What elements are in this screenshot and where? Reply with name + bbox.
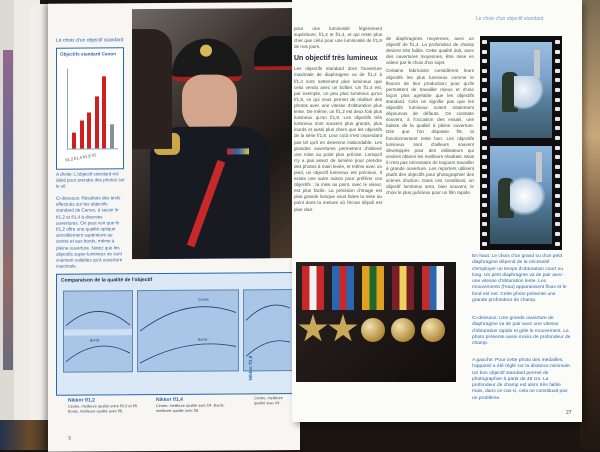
lens-2-note: Centre, meilleure qualité avec f/4. Bords, meilleure qualité avec f/8. — [156, 403, 225, 414]
caption-middle: Ci-dessous: Une grande ouverture de diaphragme va de pair avec une vitesse d'obturation rapide et gèle le mouvement. La photo présente aussi moins de profondeur de champ. — [472, 316, 571, 347]
film-sprocket-hole — [482, 59, 487, 63]
chart-x-label: f/1,2 f/1,4 f/1,8 f/2 — [64, 152, 97, 163]
third-figure-cap — [254, 36, 292, 70]
lens-1-name: Nikkor f/1,2 — [68, 397, 95, 404]
film-sprocket-hole — [482, 194, 487, 198]
lens-3-name: Nikkor f/1,8 — [248, 355, 253, 381]
film-sprocket-hole — [555, 232, 560, 236]
film-sprocket-hole — [555, 194, 560, 198]
medals-photo — [296, 262, 456, 382]
lens-2-name: Nikkor f/1,4 — [156, 396, 183, 404]
film-sprocket-hole — [555, 136, 560, 140]
column-a-body: Les objectifs standard dont l'ouverture maximale de diaphragme va de f/1,2 à f/1,4 sont nettement plus lumineux que celui vendu avec un boîtier. Un f/1,4 est, par exemple, un peu plus lumineux qu'un f/1,8, ce qui vous permet de réaliser des photos avec une vitesse d'obturation plus lente. De même, un f/1,2 est deux fois plus lumineux qu'un f/1,8. Les objectifs très lumineux sont souvent plus grands, plus lourds et aussi plus chers que les objectifs de la série f/1,8. Leur coût n'est cependant pas tel qu'il en devienne inabordable. Les grandes ouvertures permettent d'obtenir une mise au point plus précise. Lorsqu'il n'y a pas assez de lumière pour prendre des photos à main levée, et même avec un pied, un objectif lumineux est précieux. Il existe une autre raison pour préférer ces objectifs : la mise au point, avec le viseur, est plus facile. La précision d'image est plus grande lorsque vous faites la mise au point dans la mesure où l'écran dépoli est plus clair. — [294, 66, 382, 212]
fountain-tower-top — [534, 50, 540, 78]
caption-bottom: A gauche: Pour cette photo des médailles, l'appareil a été réglé sur la distance minimale. Un bon objectif standard permet de photographier à partir de 45 cm. La profondeur de champ est alors très faible mais, dans ce cas-ci, cela ne constituait pas un problème. — [472, 358, 572, 401]
column-b-top: de diaphragmes moyennes, avec un objectif de f/1,4. La profondeur de champ devient très faible. Cette qualité doit, avec des ouvertures moyennes, être mise en valeur par le choix d'un sujet. — [386, 36, 474, 66]
film-sprocket-hole — [555, 88, 560, 92]
film-sprocket-hole — [555, 126, 560, 130]
chart-bar-6 — [110, 124, 114, 148]
medal-ribbon — [422, 266, 444, 310]
film-sprocket-hole — [482, 155, 487, 159]
film-sprocket-hole — [482, 50, 487, 54]
officer-cap-badge — [200, 45, 212, 57]
film-sprocket-hole — [555, 107, 560, 111]
film-sprocket-hole — [482, 98, 487, 102]
panel-1-label-bords: Bords — [90, 338, 100, 343]
comparison-box — [56, 272, 298, 396]
column-a-top: pour une luminosité légèrement supérieure, f/1,2 et f/1,4, et qui reste plus cher que celui pour une luminosité de f/1,8 de nos jours. — [294, 26, 382, 50]
film-sprocket-hole — [555, 146, 560, 150]
officer-medal-ribbon — [227, 148, 249, 154]
fountain-photo-bottom — [490, 146, 552, 244]
fountain-photo-top — [490, 42, 552, 138]
chart-bar-3 — [87, 112, 91, 148]
fountain-tower-bottom — [536, 152, 542, 182]
lens-1-note: Centre, meilleure qualité entre f/5,6 et f/8. Bords, meilleure qualité avec f/8. — [68, 404, 138, 414]
film-sprocket-hole — [555, 50, 560, 54]
chart-bar-2 — [80, 121, 84, 149]
right-running-head: Le choix d'un objectif standard — [476, 16, 544, 22]
comparison-title: Comparaison de la qualité de l'objectif — [61, 277, 153, 284]
film-sprocket-hole — [482, 146, 487, 150]
film-sprocket-hole — [555, 184, 560, 188]
chart-bar-1 — [72, 133, 76, 149]
panel-2-label-centre: Centre — [198, 297, 209, 302]
film-sprocket-hole — [482, 40, 487, 44]
column-a — [294, 26, 382, 215]
film-sprocket-hole — [482, 69, 487, 73]
medal-ribbon — [302, 266, 324, 310]
film-sprocket-hole — [555, 59, 560, 63]
film-sprocket-hole — [555, 174, 560, 178]
medal-ribbon — [332, 266, 354, 310]
film-sprocket-hole — [555, 98, 560, 102]
film-sprocket-hole — [555, 78, 560, 82]
medal-round — [391, 318, 415, 342]
right-page-number: 27 — [566, 410, 572, 416]
film-sprocket-hole — [482, 165, 487, 169]
column-b — [386, 36, 474, 198]
film-sprocket-hole — [482, 126, 487, 130]
film-sprocket-hole — [555, 222, 560, 226]
column-b-body: Certains fabricants considèrent leurs objectifs les plus lumineux comme le fleuron de leur production; pour qu'ils permettent de travailler mieux et d'une façon plus agréable que les objectifs standard. Cela ne signifie pas que les objectifs lumineux soient totalement dépourvus de défauts. On constate souvent, à l'occasion des essais, une baisse de la qualité à pleine ouverture. Dès que l'on dépasse f/8, la fonctionnement reste bon. Les objectifs lumineux sont d'ailleurs souvent développés pour des utilisateurs qui veulent obtenir les meilleurs résultats. Mais il n'est pas nécessaire de toujours travailler à grande ouverture. Les reporters utilisent plutôt des objectifs pour photographier des scènes d'action. Dans ces conditions, un objectif lumineux sera, bien souvent, le choix le plus judicieux pour un film rapide. — [386, 68, 474, 196]
chart-box — [56, 47, 124, 169]
film-sprocket-hole — [482, 174, 487, 178]
panel-lens-1 — [63, 290, 133, 372]
second-figure — [132, 29, 172, 149]
film-sprocket-hole — [555, 203, 560, 207]
film-sprocket-hole — [555, 213, 560, 217]
film-sprocket-hole — [555, 165, 560, 169]
film-sprocket-hole — [555, 242, 560, 246]
right-page — [292, 0, 582, 422]
film-sprocket-hole — [555, 155, 560, 159]
film-sprocket-hole — [482, 213, 487, 217]
caption-top: En haut: Le choix d'un grand ou d'un petit diaphragme dépend de la nécessité d'employer un temps d'obturation court ou long. Un petit diaphragme va de pair avec une vitesse d'obturation lente. Les mouvements (l'eau) apparaissent flous et le fond est net. Cette photo présente une grande profondeur de champ. — [472, 254, 567, 304]
film-sprocket-hole — [555, 40, 560, 44]
chart-bar-5 — [102, 76, 106, 148]
lens-3-note: Centre, meilleure qualité avec f/4. — [254, 396, 283, 406]
chart-plot-area — [67, 68, 118, 149]
film-strip — [480, 36, 562, 250]
film-sprocket-hole — [482, 78, 487, 82]
fountain-water-top — [514, 76, 544, 110]
left-running-head: Le choix d'un objectif standard — [56, 37, 124, 44]
officer-photo — [132, 8, 292, 259]
film-sprocket-hole — [482, 117, 487, 121]
film-sprocket-hole — [482, 203, 487, 207]
film-sprocket-hole — [482, 184, 487, 188]
fountain-water-bottom — [510, 176, 546, 216]
medal-round — [361, 318, 385, 342]
film-sprocket-hole — [482, 88, 487, 92]
medal-ribbon — [392, 266, 414, 310]
background-page-stripe — [3, 50, 13, 370]
film-sprocket-hole — [482, 242, 487, 246]
film-sprocket-hole — [482, 232, 487, 236]
film-sprocket-hole — [555, 69, 560, 73]
panel-1-band — [64, 329, 132, 335]
film-sprocket-hole — [482, 136, 487, 140]
left-page — [48, 2, 300, 452]
caption-right-photo: A droite: L'objectif standard est idéal pour prendre des photos sur le vif. — [56, 171, 125, 190]
film-sprocket-hole — [482, 107, 487, 111]
panel-lens-2 — [137, 289, 239, 372]
chart-title: Objectifs standard Canon — [60, 51, 116, 57]
chart-bar-4 — [95, 96, 99, 148]
section-heading: Un objectif très lumineux — [294, 55, 378, 63]
medal-round — [421, 318, 445, 342]
film-sprocket-hole — [482, 222, 487, 226]
medal-star — [328, 314, 358, 344]
left-page-number: 3 — [68, 435, 71, 442]
caption-tests: Ci-dessous: Résultats des tests effectués sur les objectifs standard de Canon, à savoir le f/1,2 et f/1,4 à diverses ouvertures. On peut voir que le f/1,2 offre une qualité optique sensiblement supérieure au centre et aux bords, même à pleine ouverture. Notez que les objectifs super-lumineux ne sont vraiment valables qu'à ouverture maximale. — [56, 195, 123, 269]
panel-2-curves — [138, 290, 238, 371]
table-surface-right — [580, 0, 600, 450]
medal-star — [298, 314, 328, 344]
medal-ribbon — [362, 266, 384, 310]
film-sprocket-hole — [555, 117, 560, 121]
panel-2-label-bords: Bords — [198, 337, 208, 342]
